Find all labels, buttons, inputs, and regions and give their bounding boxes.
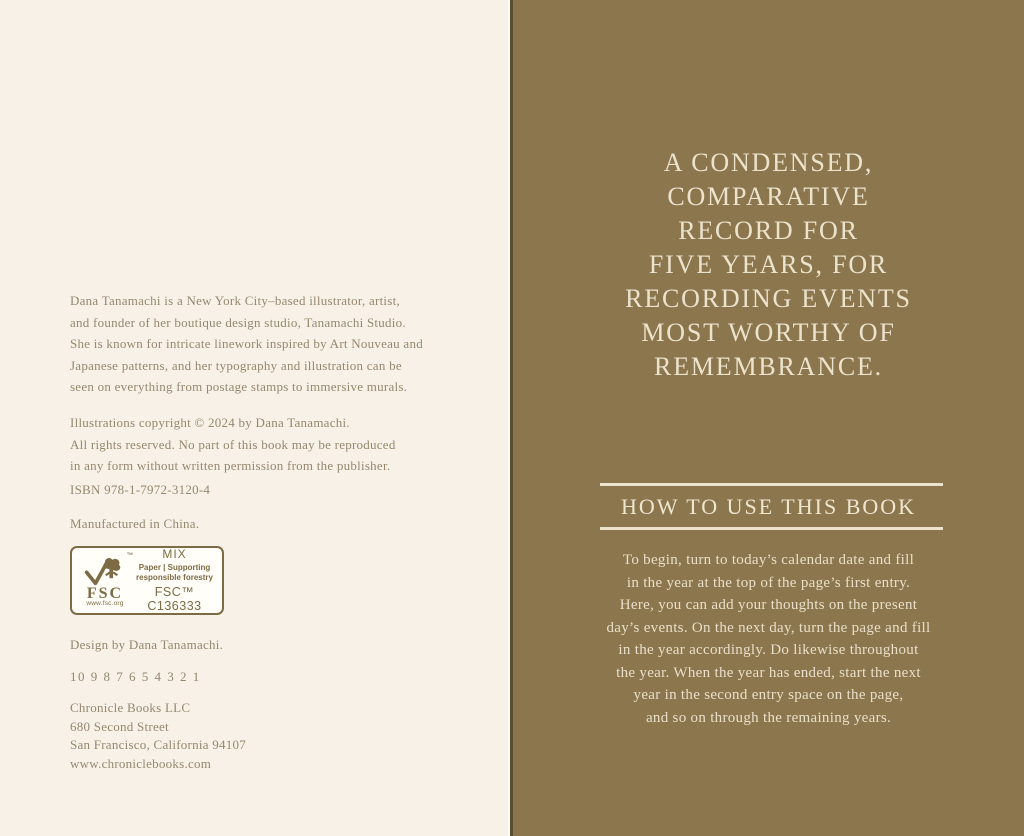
headline-line: MOST WORTHY OF xyxy=(641,318,896,347)
headline-line: RECORD FOR xyxy=(678,216,859,245)
isbn-line: ISBN 978-1-7972-3120-4 xyxy=(70,482,211,497)
instructions-line: in the year accordingly. Do likewise throughout xyxy=(618,642,919,658)
fsc-claim-block xyxy=(133,548,216,613)
bio-line: Japanese patterns, and her typography and illustration can be xyxy=(70,357,402,373)
fsc-checkmark-tree-icon xyxy=(83,554,127,587)
section-title-rule-bottom xyxy=(600,527,943,530)
fsc-brand-text: FSC xyxy=(86,585,124,602)
headline-line: FIVE YEARS, FOR xyxy=(648,250,889,279)
instructions-line: the year. When the year has ended, start the next xyxy=(616,664,921,681)
print-run-numbers: 10 9 8 7 6 5 4 3 2 1 xyxy=(70,669,201,684)
headline-line: COMPARATIVE xyxy=(667,182,870,211)
bio-line: Dana Tanamachi is a New York City–based illustrator, artist, xyxy=(70,293,400,308)
fsc-license-code: FSC™ C136333 xyxy=(147,585,202,613)
fsc-claim-line: responsible forestry xyxy=(136,572,213,582)
copyright-line: All rights reserved. No part of this book may be reproduced xyxy=(70,436,396,452)
instructions-paragraph xyxy=(513,549,1024,729)
intro-page xyxy=(513,0,1024,836)
manufactured-line: Manufactured in China. xyxy=(70,516,200,531)
copyright-line: in any form without written permission from the publisher. xyxy=(70,458,391,474)
publisher-line: Chronicle Books LLC xyxy=(70,700,191,715)
fsc-url-text: www.fsc.org xyxy=(86,600,124,607)
copyright-page xyxy=(0,0,510,836)
instructions-line: Here, you can add your thoughts on the present xyxy=(619,597,918,613)
instructions-line: and so on through the remaining years. xyxy=(645,709,892,726)
bio-line: seen on everything from postage stamps to immersive murals. xyxy=(70,379,408,395)
publisher-line: San Francisco, California 94107 xyxy=(70,737,246,752)
bio-line: and founder of her boutique design studio, Tanamachi Studio. xyxy=(70,314,406,330)
copyright-notice xyxy=(70,412,396,477)
headline-line: RECORDING EVENTS xyxy=(625,284,912,313)
fsc-certification-label xyxy=(70,546,224,615)
instructions-line: To begin, turn to today’s calendar date and fill xyxy=(622,552,915,568)
publisher-line: 680 Second Street xyxy=(70,718,169,734)
instructions-line: in the year at the top of the page’s first entry. xyxy=(626,574,911,591)
instructions-line: year in the second entry space on the page, xyxy=(633,687,904,703)
design-credit: Design by Dana Tanamachi. xyxy=(70,637,224,652)
instructions-line: day’s events. On the next day, turn the page and fill xyxy=(606,619,931,636)
fsc-logo-block xyxy=(77,554,133,607)
fsc-claim-line: Paper | Supporting xyxy=(138,563,211,572)
headline-line: REMEMBRANCE. xyxy=(654,352,883,381)
bio-line: She is known for intricate linework inspired by Art Nouveau and xyxy=(70,336,423,352)
copyright-line: Illustrations copyright © 2024 by Dana Tanamachi. xyxy=(70,415,350,430)
publisher-line: www.chroniclebooks.com xyxy=(70,755,212,771)
headline-line: A CONDENSED, xyxy=(663,148,874,177)
publisher-address xyxy=(70,699,246,773)
how-to-use-heading: HOW TO USE THIS BOOK xyxy=(620,494,917,519)
fsc-grade-text: MIX xyxy=(162,547,187,561)
intro-headline xyxy=(513,146,1024,384)
bio-paragraph xyxy=(70,290,423,398)
section-title-rule-top xyxy=(600,483,943,486)
fsc-trademark-symbol: ™ xyxy=(126,552,133,559)
